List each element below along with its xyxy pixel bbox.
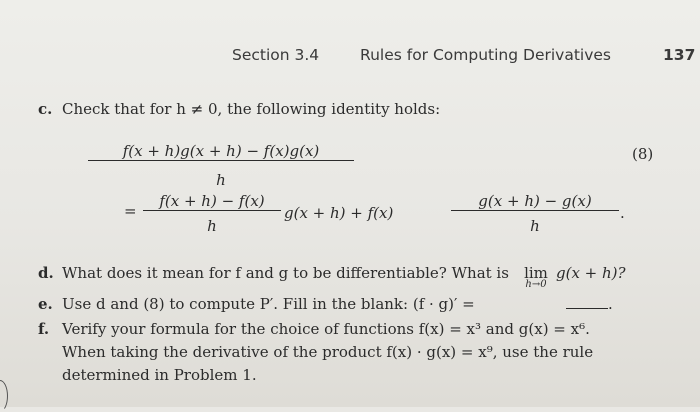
item-f-line3: determined in Problem 1. <box>62 366 257 384</box>
equals-sign: = <box>124 202 137 220</box>
page-number: 137 <box>663 46 696 64</box>
lim-expression: g(x + h)? <box>556 264 626 282</box>
fraction-bar <box>88 160 354 161</box>
item-e-period: . <box>608 295 613 313</box>
equation-number: (8) <box>632 145 654 163</box>
lhs-numerator: f(x + h)g(x + h) − f(x)g(x) <box>122 142 320 160</box>
item-f-line2: When taking the derivative of the product f(x) · g(x) = x⁹, use the rule <box>62 343 594 361</box>
answer-blank <box>566 295 613 313</box>
item-c-label: c. <box>38 100 53 118</box>
item-f-label: f. <box>38 320 50 338</box>
item-f-line1: Verify your formula for the choice of functions f(x) = x³ and g(x) = x⁶. <box>62 320 590 338</box>
rhs-period: . <box>620 204 625 222</box>
lim-subscript: h→0 <box>525 279 547 290</box>
item-e-label: e. <box>38 295 53 313</box>
rhs-frac1-numerator: f(x + h) − f(x) <box>159 192 265 210</box>
lhs-denominator: h <box>216 171 226 189</box>
section-number: Section 3.4 <box>232 46 320 64</box>
limit-operator <box>520 264 552 290</box>
rhs-fraction-1 <box>143 192 281 235</box>
rhs-frac2-denominator: h <box>530 217 540 235</box>
lhs-fraction <box>88 142 354 189</box>
item-c-text: Check that for h ≠ 0, the following identity holds: <box>62 100 441 118</box>
rhs-middle-term: g(x + h) + f(x) <box>284 204 394 222</box>
lim-text: lim <box>524 264 548 282</box>
page-curl-mark <box>0 380 8 412</box>
fraction-bar <box>143 210 281 211</box>
fraction-bar <box>451 210 619 211</box>
section-title: Rules for Computing Derivatives <box>360 46 612 64</box>
item-d-label: d. <box>38 264 54 282</box>
rhs-frac2-numerator: g(x + h) − g(x) <box>478 192 592 210</box>
item-e-text: Use d and (8) to compute P′. Fill in the blank: (f · g)′ = <box>62 295 475 313</box>
rhs-fraction-2 <box>451 192 619 235</box>
item-d-text: What does it mean for f and g to be differentiable? What is <box>62 264 509 282</box>
rhs-frac1-denominator: h <box>207 217 217 235</box>
